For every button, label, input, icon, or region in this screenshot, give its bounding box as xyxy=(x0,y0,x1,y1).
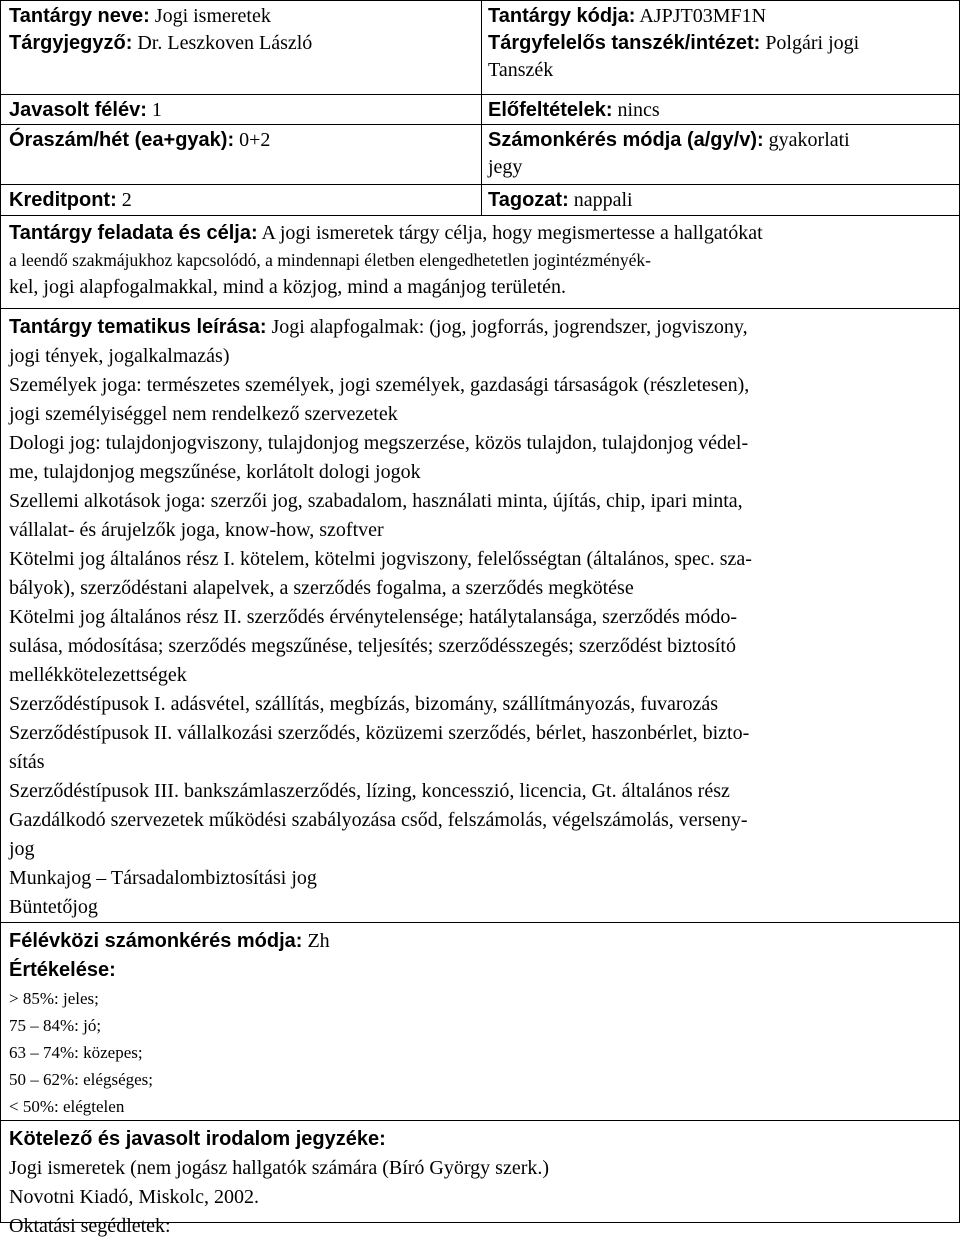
hours-cell xyxy=(1,125,482,184)
topic-line-1: Jogi alapfogalmak: (jog, jogforrás, jogrendszer, jogviszony, xyxy=(271,316,748,338)
code-dept-cell xyxy=(482,1,959,94)
exam-type-value-line1: gyakorlati xyxy=(768,129,850,151)
course-code-label: Tantárgy kódja: xyxy=(488,5,636,27)
literature-section xyxy=(1,1121,959,1243)
grade-excellent: > 85%: jeles; xyxy=(9,989,99,1008)
prerequisite-cell xyxy=(482,95,959,124)
course-goal-line3: kel, jogi alapfogalmakkal, mind a közjog, mind a magánjog területén. xyxy=(9,276,567,298)
course-topics-section xyxy=(1,309,959,923)
header-row-3 xyxy=(1,125,959,185)
credit-cell xyxy=(1,185,482,215)
study-mode-value: nappali xyxy=(573,189,633,211)
course-name-value: Jogi ismeretek xyxy=(154,5,271,27)
topic-line-4: jogi személyiséggel nem rendelkező szervezetek xyxy=(9,403,398,425)
topic-line-18: Gazdálkodó szervezetek működési szabályozása csőd, felszámolás, végelszámolás, verseny- xyxy=(9,809,748,831)
credit-label: Kreditpont: xyxy=(9,189,117,211)
exam-type-value-line2: jegy xyxy=(488,156,523,178)
grade-average: 63 – 74%: közepes; xyxy=(9,1043,143,1062)
grading-label: Értékelése: xyxy=(9,959,116,981)
topic-line-7: Szellemi alkotások joga: szerzői jog, szabadalom, használati minta, újítás, chip, ipari minta, xyxy=(9,490,743,512)
topic-line-5: Dologi jog: tulajdonjogviszony, tulajdonjog megszerzése, közös tulajdon, tulajdonjog védel- xyxy=(9,432,749,454)
semester-label: Javasolt félév: xyxy=(9,99,147,121)
course-owner-label: Tárgyjegyző: xyxy=(9,32,133,54)
grade-good: 75 – 84%: jó; xyxy=(9,1016,102,1035)
hours-label: Óraszám/hét (ea+gyak): xyxy=(9,129,235,151)
course-goal-line1: A jogi ismeretek tárgy célja, hogy megismertesse a hallgatókat xyxy=(261,222,763,244)
topic-line-14: Szerződéstípusok I. adásvétel, szállítás, megbízás, bizomány, szállítmányozás, fuvarozás xyxy=(9,693,719,715)
header-row-4 xyxy=(1,185,959,216)
course-code-value: AJPJT03MF1N xyxy=(639,5,767,27)
literature-line-3: Oktatási segédletek: xyxy=(9,1215,171,1237)
topic-line-2: jogi tények, jogalkalmazás) xyxy=(9,345,230,367)
topic-line-16: sítás xyxy=(9,751,45,773)
topic-line-21: Büntetőjog xyxy=(9,896,98,918)
credit-value: 2 xyxy=(121,189,132,211)
prerequisite-label: Előfeltételek: xyxy=(488,99,613,121)
header-row-2 xyxy=(1,95,959,125)
name-owner-cell xyxy=(1,1,482,94)
midterm-assessment-value: Zh xyxy=(307,930,330,952)
literature-label: Kötelező és javasolt irodalom jegyzéke: xyxy=(9,1128,386,1150)
topic-line-20: Munkajog – Társadalombiztosítási jog xyxy=(9,867,317,889)
course-owner-value: Dr. Leszkoven László xyxy=(137,32,313,54)
topic-line-8: vállalat- és árujelzők joga, know-how, szoftver xyxy=(9,519,384,541)
midterm-assessment-label: Félévközi számonkérés módja: xyxy=(9,930,303,952)
topic-line-11: Kötelmi jog általános rész II. szerződés érvénytelensége; hatálytalansága, szerződés módo- xyxy=(9,606,738,628)
course-goal-line2: a leendő szakmájukhoz kapcsolódó, a mindennapi életben elengedhetetlen jogintézményék- xyxy=(9,250,651,270)
study-mode-label: Tagozat: xyxy=(488,189,569,211)
department-label: Tárgyfelelős tanszék/intézet: xyxy=(488,32,761,54)
course-topics-label: Tantárgy tematikus leírása: xyxy=(9,316,267,338)
assessment-section xyxy=(1,923,959,1121)
hours-value: 0+2 xyxy=(239,129,271,151)
literature-line-2: Novotni Kiadó, Miskolc, 2002. xyxy=(9,1186,259,1208)
course-goal-label: Tantárgy feladata és célja: xyxy=(9,222,258,244)
course-goal-section xyxy=(1,216,959,309)
topic-line-13: mellékkötelezettségek xyxy=(9,664,187,686)
topic-line-15: Szerződéstípusok II. vállalkozási szerződés, közüzemi szerződés, bérlet, haszonbérlet, bizto- xyxy=(9,722,750,744)
topic-line-10: bályok), szerződéstani alapelvek, a szerződés fogalma, a szerződés megkötése xyxy=(9,577,634,599)
semester-cell xyxy=(1,95,482,124)
topic-line-9: Kötelmi jog általános rész I. kötelem, kötelmi jogviszony, felelősségtan (általános, spec. sza- xyxy=(9,548,752,570)
prerequisite-value: nincs xyxy=(617,99,660,121)
exam-type-label: Számonkérés módja (a/gy/v): xyxy=(488,129,764,151)
literature-line-1: Jogi ismeretek (nem jogász hallgatók számára (Bíró György szerk.) xyxy=(9,1157,550,1179)
topic-line-6: me, tulajdonjog megszűnése, korlátolt dologi jogok xyxy=(9,461,421,483)
exam-type-cell xyxy=(482,125,959,184)
topic-line-3: Személyek joga: természetes személyek, jogi személyek, gazdasági társaságok (részletesen), xyxy=(9,374,750,396)
header-row-1 xyxy=(1,1,959,95)
topic-line-19: jog xyxy=(9,838,35,860)
course-name-label: Tantárgy neve: xyxy=(9,5,150,27)
topic-line-12: sulása, módosítása; szerződés megszűnése, teljesítés; szerződésszegés; szerződést biztosító xyxy=(9,635,736,657)
topic-line-17: Szerződéstípusok III. bankszámlaszerződés, lízing, koncesszió, licencia, Gt. általános rész xyxy=(9,780,730,802)
study-mode-cell xyxy=(482,185,959,215)
grade-sufficient: 50 – 62%: elégséges; xyxy=(9,1070,153,1089)
department-value-line2: Tanszék xyxy=(488,59,554,81)
grade-fail: < 50%: elégtelen xyxy=(9,1097,125,1116)
department-value-line1: Polgári jogi xyxy=(765,32,860,54)
semester-value: 1 xyxy=(151,99,162,121)
